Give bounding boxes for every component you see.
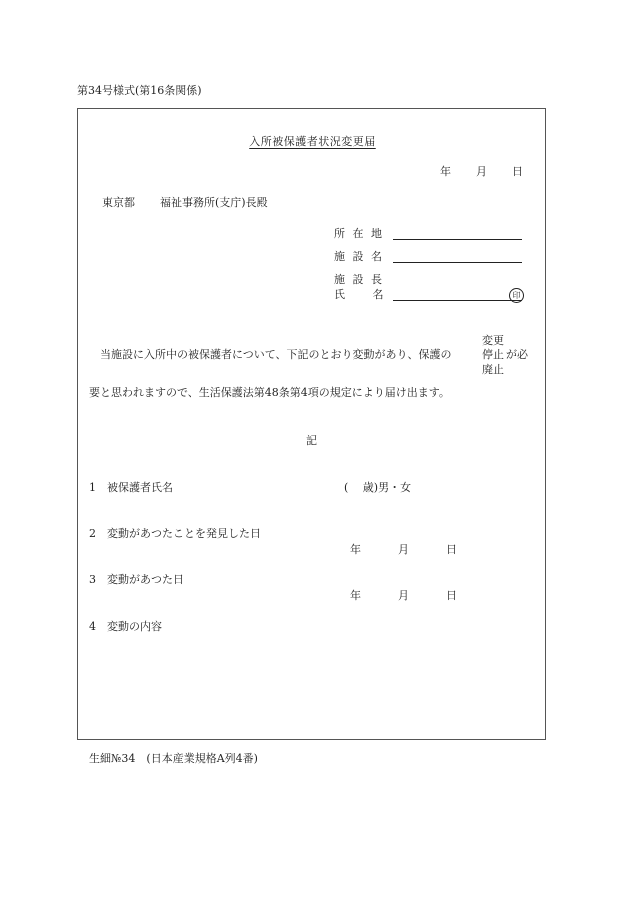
addressee-office: 福祉事務所(支庁)長殿 (160, 196, 268, 209)
address-underline[interactable] (393, 239, 522, 240)
facility-label: 施 設 名 (334, 250, 382, 263)
form-frame (77, 108, 546, 740)
item-2-day: 日 (446, 543, 457, 556)
date-year: 年 (440, 165, 451, 178)
option-abolish: 廃止 (482, 363, 504, 376)
body-line1-end: が必 (506, 348, 528, 361)
body-line1-start: 当施設に入所中の被保護者について、下記のとおり変動があり、保護の (100, 348, 452, 361)
footer-ref: 生細№34 (日本産業規格A列4番) (89, 752, 258, 765)
item-1-num: 1 (89, 481, 96, 494)
option-change: 変更 (482, 334, 504, 347)
item-2-label: 変動があつたことを発見した日 (107, 527, 261, 540)
body-line2: 要と思われますので、生活保護法第48条第4項の規定により届け出ます。 (89, 386, 450, 399)
item-1-label: 被保護者氏名 (107, 481, 173, 494)
item-2-month: 月 (398, 543, 409, 556)
ki-mark: 記 (306, 434, 317, 447)
item-3-day: 日 (446, 589, 457, 602)
form-number: 第34号様式(第16条関係) (77, 84, 202, 97)
form-title: 入所被保護者状況変更届 (249, 135, 376, 148)
head-label-2: 氏 名 (334, 288, 384, 301)
item-1-age-sex: ( 歳)男・女 (344, 481, 412, 494)
seal-mark: 印 (509, 288, 524, 303)
item-3-num: 3 (89, 573, 96, 586)
item-3-label: 変動があつた日 (107, 573, 184, 586)
date-day: 日 (512, 165, 523, 178)
facility-underline[interactable] (393, 262, 522, 263)
item-4-label: 変動の内容 (107, 620, 162, 633)
addressee-prefecture: 東京都 (102, 196, 135, 209)
name-underline[interactable] (393, 300, 522, 301)
address-label: 所 在 地 (334, 227, 382, 240)
item-3-year: 年 (350, 589, 361, 602)
item-3-month: 月 (398, 589, 409, 602)
head-label-1: 施 設 長 (334, 273, 382, 286)
option-stop: 停止 (482, 348, 504, 361)
date-month: 月 (476, 165, 487, 178)
item-2-num: 2 (89, 527, 96, 540)
item-2-year: 年 (350, 543, 361, 556)
item-4-num: 4 (89, 620, 96, 633)
